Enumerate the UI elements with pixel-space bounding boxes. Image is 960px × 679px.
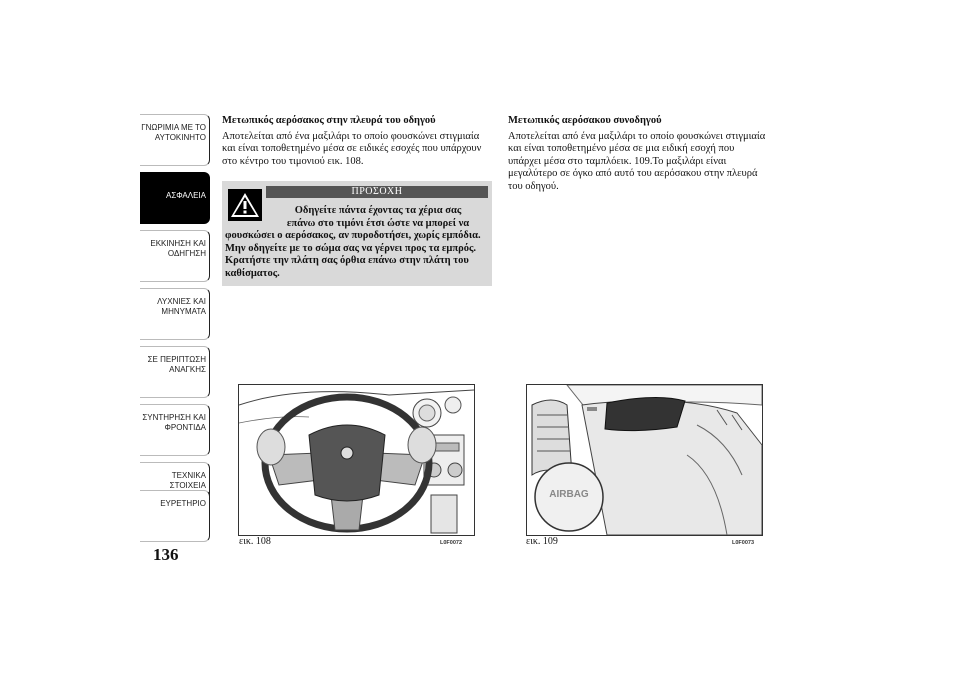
tab-label: ΑΝΑΓΚΗΣ <box>169 365 206 374</box>
tab-label: ΛΥΧΝΙΕΣ ΚΑΙ <box>157 297 206 306</box>
warning-title: ΠΡΟΣΟΧΗ <box>266 186 488 198</box>
section-heading: Μετωπικός αερόσακος στην πλευρά του οδηγού <box>222 115 436 126</box>
section-body: Αποτελείται από ένα μαξιλάρι το οποίο φουσκώνει στιγμιαία και είναι τοποθετημένο μέσα σε μια ειδική εσοχή που υπάρχει μέσα στο ταμπλόεικ. 109.Το μαξιλάρι είναι μεγαλύτερο σε όγκο από αυτό του αερόσακου στην πλευρά του οδηγού. <box>508 130 766 192</box>
tab-label: ΤΕΧΝΙΚΑ ΣΤΟΙΧΕΙΑ <box>169 471 206 490</box>
figure-code: L0F0073 <box>732 540 755 546</box>
tab-label: ΦΡΟΝΤΙΔΑ <box>164 423 206 432</box>
page-number: 136 <box>153 545 179 564</box>
tab-label: ΕΚΚΙΝΗΣΗ ΚΑΙ <box>150 239 206 248</box>
warning-line: Οδηγείτε πάντα έχοντας τα χέρια σας <box>294 205 462 216</box>
tab-label: ΟΔΗΓΗΣΗ <box>167 249 206 258</box>
figure-code: L0F0072 <box>440 540 463 546</box>
tab-getting-to-know[interactable] <box>140 114 210 166</box>
section-heading: Μετωπικός αερόσακου συνοδηγού <box>508 115 662 126</box>
tab-maintenance[interactable] <box>140 404 210 456</box>
figure-caption: εικ. 109 <box>526 536 558 547</box>
passenger-airbag-section <box>508 115 768 193</box>
tab-label: ΑΥΤΟΚΙΝΗΤΟ <box>154 133 206 142</box>
driver-airbag-section <box>222 115 490 168</box>
tab-warning-lights[interactable] <box>140 288 210 340</box>
tab-label: ΓΝΩΡΙΜΙΑ ΜΕ ΤΟ <box>141 123 206 132</box>
tab-label: ΣΕ ΠΕΡΙΠΤΩΣΗ <box>147 355 206 364</box>
airbag-badge-label: AIRBAG <box>549 489 589 500</box>
tab-label: ΣΥΝΤΗΡΗΣΗ ΚΑΙ <box>142 413 206 422</box>
tab-index[interactable] <box>140 490 210 542</box>
figure-109-passenger-airbag <box>526 384 763 536</box>
tab-starting-driving[interactable] <box>140 230 210 282</box>
section-body: Αποτελείται από ένα μαξιλάρι το οποίο φουσκώνει στιγμιαία και είναι τοποθετημένο μέσα σε ειδικές εσοχές που υπάρχουν στο κέντρο του τιμονιού εικ. 108. <box>222 130 482 167</box>
tab-label: ΕΥΡΕΤΗΡΙΟ <box>160 499 206 508</box>
warning-text <box>225 205 487 280</box>
warning-line: επάνω στο τιμόνι έτσι ώστε να μπορεί να <box>286 217 470 229</box>
warning-line: φουσκώσει ο αερόσακος, αν πυροδοτήσει, χωρίς εμπόδια. Μην οδηγείτε με το σώμα σας να γέρνει προς τα εμπρός. Κρατήστε την πλάτη σας όρθια επάνω στην πλάτη του καθίσματος. <box>225 230 481 279</box>
figure-108-steering-wheel <box>238 384 475 536</box>
figure-caption: εικ. 108 <box>239 536 271 547</box>
warning-box <box>222 181 492 286</box>
tab-label: ΑΣΦΑΛΕΙΑ <box>165 191 206 200</box>
tab-safety[interactable] <box>140 172 210 224</box>
tab-emergency[interactable] <box>140 346 210 398</box>
tab-label: ΜΗΝΥΜΑΤΑ <box>161 307 206 316</box>
